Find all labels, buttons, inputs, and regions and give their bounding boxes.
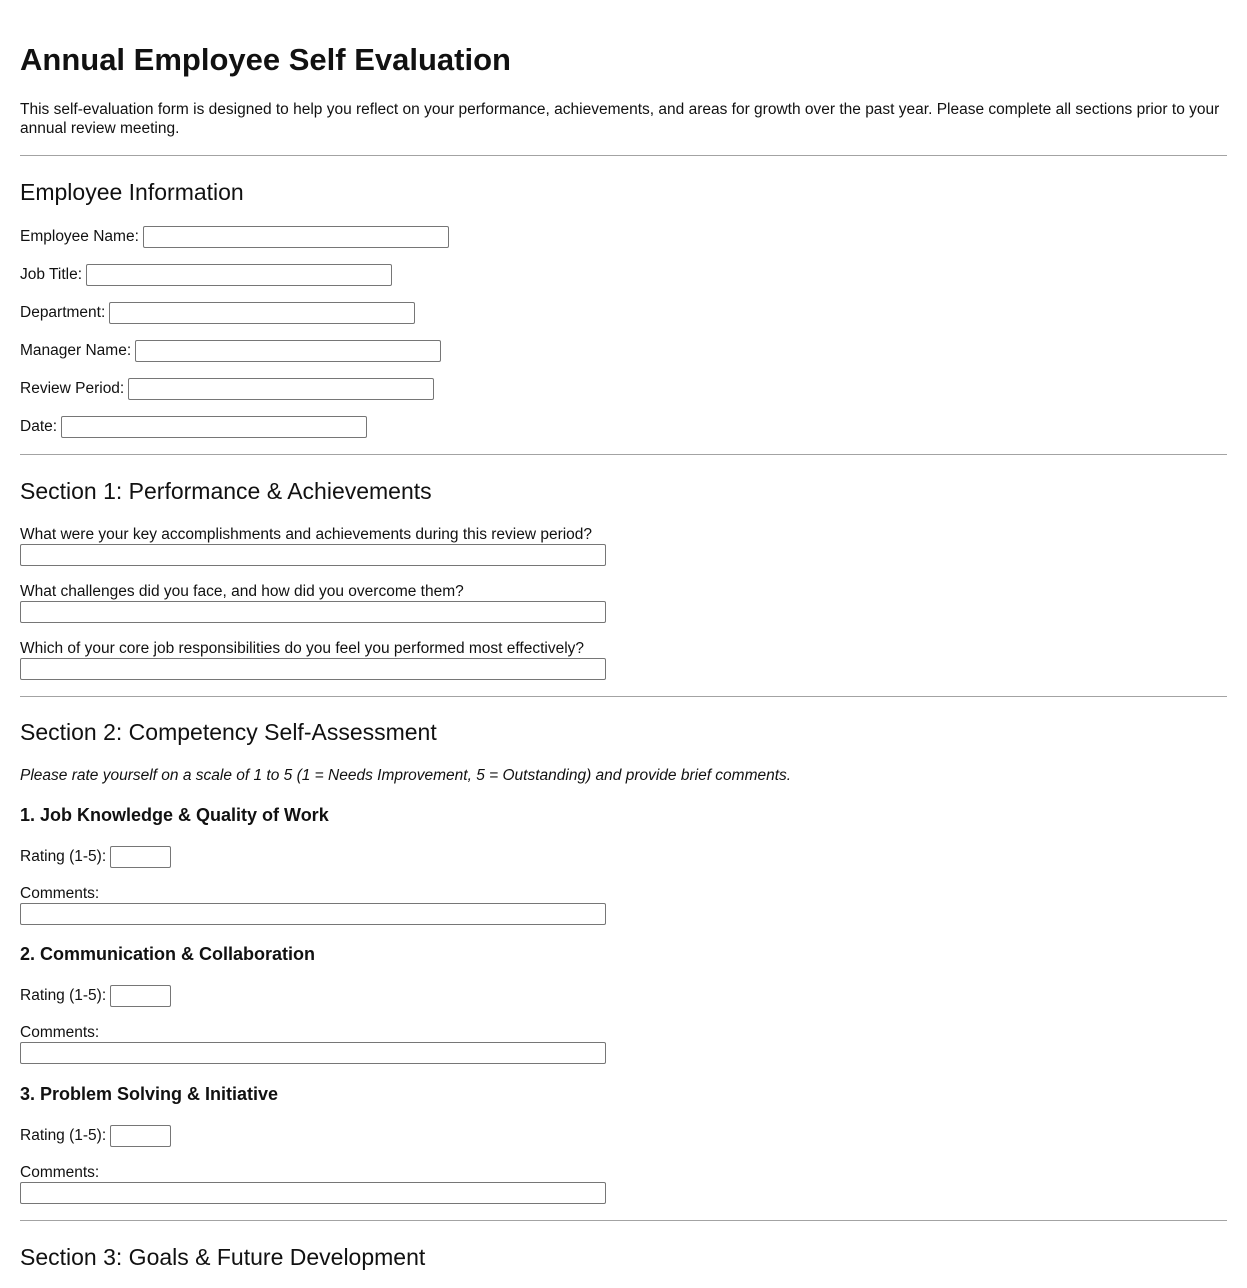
page-title: Annual Employee Self Evaluation [20,42,511,77]
date-label: Date: [20,418,58,435]
department-input[interactable] [109,302,415,324]
responsibilities-answer-input[interactable] [20,658,606,680]
rating-instructions: Please rate yourself on a scale of 1 to 5 (1 = Needs Improvement, 5 = Outstanding) and provide brief comments. [20,767,792,784]
employee-information-heading: Employee Information [20,179,244,205]
competency-3-comments-input[interactable] [20,1182,606,1204]
competency-2-comments-label: Comments: [20,1024,100,1041]
department-row [20,301,415,325]
department-label: Department: [20,304,106,321]
employee-name-label: Employee Name: [20,228,139,245]
responsibilities-question-label: Which of your core job responsibilities do you feel you performed most effectively? [20,640,585,657]
job-title-label: Job Title: [20,266,83,283]
divider [20,155,1227,156]
challenges-answer-input[interactable] [20,601,606,623]
divider [20,696,1227,697]
section-2-heading: Section 2: Competency Self-Assessment [20,719,437,745]
competency-2-rating-row [20,984,171,1008]
rating-label: Rating (1-5): [20,848,107,865]
section-3-heading: Section 3: Goals & Future Development [20,1244,426,1270]
review-period-label: Review Period: [20,380,125,397]
divider [20,454,1227,455]
competency-3-comments-label: Comments: [20,1164,100,1181]
accomplishments-question-label: What were your key accomplishments and achievements during this review period? [20,526,593,543]
rating-label: Rating (1-5): [20,987,107,1004]
review-period-input[interactable] [128,378,434,400]
date-row [20,415,367,439]
manager-name-input[interactable] [135,340,441,362]
manager-name-row [20,339,441,363]
competency-3-title: 3. Problem Solving & Initiative [20,1084,279,1104]
rating-label: Rating (1-5): [20,1127,107,1144]
competency-3-rating-input[interactable] [110,1125,171,1147]
competency-1-comments-label: Comments: [20,885,100,902]
competency-1-comments-input[interactable] [20,903,606,925]
accomplishments-answer-input[interactable] [20,544,606,566]
date-input[interactable] [61,416,367,438]
divider [20,1220,1227,1221]
competency-1-rating-input[interactable] [110,846,171,868]
job-title-input[interactable] [86,264,392,286]
competency-1-title: 1. Job Knowledge & Quality of Work [20,805,329,825]
competency-2-rating-input[interactable] [110,985,171,1007]
competency-1-rating-row [20,845,171,869]
competency-3-rating-row [20,1124,171,1148]
challenges-question-label: What challenges did you face, and how did you overcome them? [20,583,464,600]
employee-name-input[interactable] [143,226,449,248]
intro-text: This self-evaluation form is designed to help you reflect on your performance, achievements, and areas for growth over the past year. Please complete all sections prior to your annual review meeting. [20,101,1220,137]
competency-2-title: 2. Communication & Collaboration [20,944,316,964]
section-1-heading: Section 1: Performance & Achievements [20,478,432,504]
manager-name-label: Manager Name: [20,342,132,359]
employee-name-row [20,225,449,249]
job-title-row [20,263,392,287]
review-period-row [20,377,434,401]
competency-2-comments-input[interactable] [20,1042,606,1064]
